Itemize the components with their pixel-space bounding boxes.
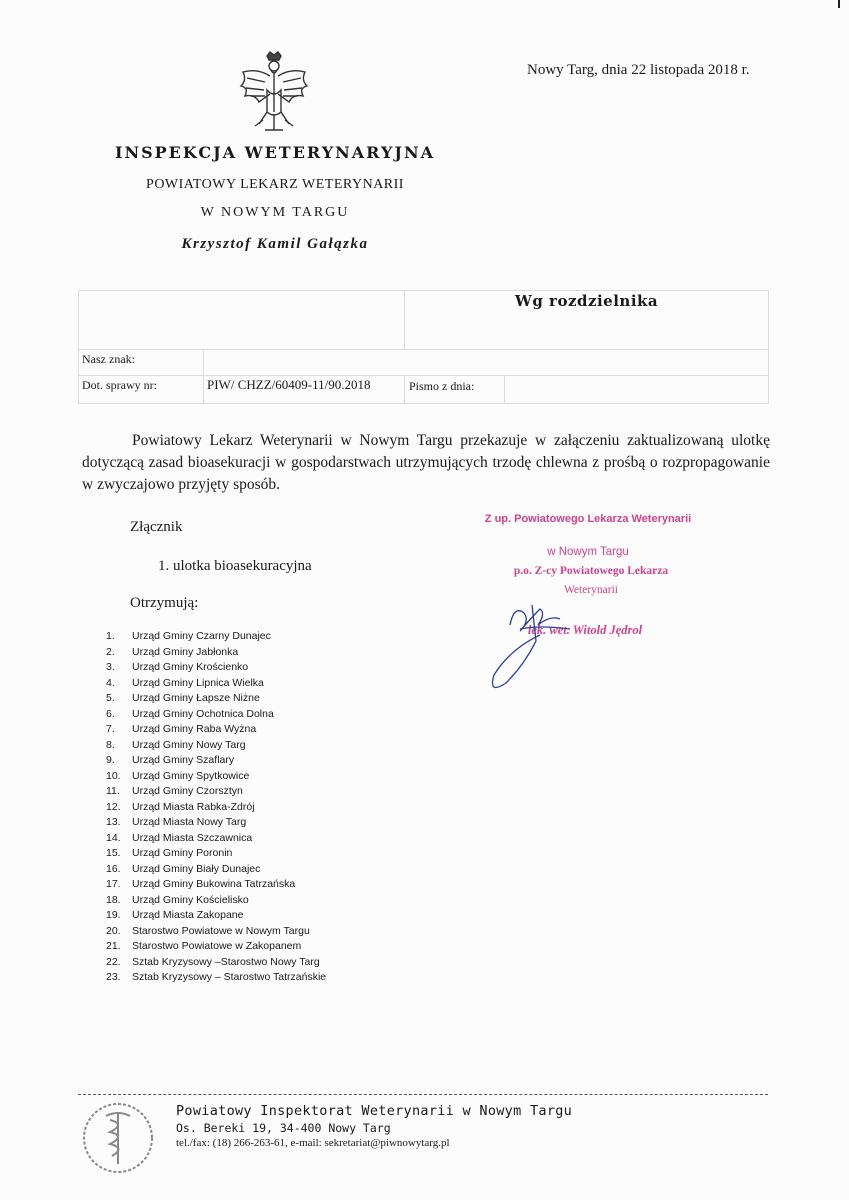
recipient-item: 19. Urząd Miasta Zakopane	[106, 908, 326, 924]
letter-body	[82, 430, 770, 496]
recipient-name: Urząd Gminy Raba Wyżna	[132, 723, 257, 735]
footer-address: Os. Bereki 19, 34-400 Nowy Targ	[176, 1121, 391, 1135]
recipient-name: Urząd Gminy Lipnica Wielka	[132, 676, 264, 689]
recipient-name: Urząd Gminy Bukowina Tatrzańska	[132, 878, 296, 890]
recipient-name: Starostwo Powiatowe w Nowym Targu	[132, 924, 310, 937]
recipient-item: 15. Urząd Gminy Poronin	[106, 846, 326, 862]
our-ref-label: Nasz znak:	[82, 352, 135, 366]
recipients-title: Otrzymują:	[130, 595, 199, 611]
footer-divider	[78, 1094, 768, 1095]
recipient-item: 9. Urząd Gminy Szaflary	[106, 753, 326, 769]
stamp-signatory: lek. wet. Witold Jędrol	[527, 623, 643, 637]
recipient-item: 23. Sztab Kryzysowy – Starostwo Tatrzańskie	[106, 970, 326, 986]
eagle-emblem-icon	[237, 50, 311, 136]
attachment-item: 1. ulotka bioasekuracyjna	[158, 558, 312, 574]
recipient-name: Urząd Gminy Spytkowice	[132, 769, 250, 782]
recipient-item: 13. Urząd Miasta Nowy Targ	[106, 815, 326, 831]
recipient-name: Sztab Kryzysowy – Starostwo Tatrzańskie	[132, 971, 327, 983]
footer-contact: tel./fax: (18) 266-263-61, e-mail: sekretariat@piwnowytarg.pl	[176, 1137, 450, 1149]
office-name: POWIATOWY LEKARZ WETERYNARII	[146, 177, 404, 192]
recipient-name: Urząd Gminy Czorsztyn	[132, 785, 243, 797]
recipient-item: 14. Urząd Miasta Szczawnica	[106, 831, 326, 847]
veterinary-caduceus-logo-icon	[80, 1100, 156, 1176]
case-number-label: Dot. sprawy nr:	[82, 378, 157, 392]
recipient-item: 3. Urząd Gminy Krościenko	[106, 660, 326, 676]
recipient-item: 4. Urząd Gminy Lipnica Wielka	[106, 676, 326, 692]
recipient-item: 21. Starostwo Powiatowe w Zakopanem	[106, 939, 326, 955]
office-city: W NOWYM TARGU	[200, 205, 350, 220]
recipient-item: 20. Starostwo Powiatowe w Nowym Targu	[106, 924, 326, 940]
recipient-name: Urząd Gminy Nowy Targ	[132, 738, 246, 751]
case-number-value: PIW/ CHZZ/60409-11/90.2018	[207, 377, 371, 392]
recipient-name: Urząd Gminy Szaflary	[132, 754, 235, 766]
recipient-item: 18. Urząd Gminy Kościelisko	[106, 893, 326, 909]
letter-body-text: Powiatowy Lekarz Weterynarii w Nowym Targu przekazuje w załączeniu zaktualizowaną ulotkę dotyczącą zasad bioasekuracji w gospodarstwach utrzymujących trzodę chlewna z prośbą o rozpropagowanie w zwyczajowo przyjęty sposób.	[82, 432, 770, 493]
recipient-item: 17. Urząd Gminy Bukowina Tatrzańska	[106, 877, 326, 893]
recipient-name: Urząd Gminy Krościenko	[132, 661, 249, 673]
recipient-item: 6. Urząd Gminy Ochotnica Dolna	[106, 707, 326, 723]
footer-institution: Powiatowy Inspektorat Weterynarii w Nowym Targu	[176, 1103, 573, 1119]
recipient-label: Wg rozdzielnika	[515, 292, 659, 310]
recipient-item: 12. Urząd Miasta Rabka-Zdrój	[106, 800, 326, 816]
scan-edge-mark	[838, 0, 840, 8]
recipient-item: 2. Urząd Gminy Jabłonka	[106, 645, 326, 661]
stamp-line-3: p.o. Z-cy Powiatowego Lekarza	[513, 565, 669, 577]
recipient-item: 1. Urząd Gminy Czarny Dunajec	[106, 629, 326, 645]
recipient-name: Urząd Gminy Jabłonka	[132, 645, 239, 658]
stamp-line-4: Weterynarii	[564, 584, 618, 596]
recipient-name: Urząd Gminy Kościelisko	[132, 893, 249, 906]
recipient-name: Urząd Gminy Biały Dunajec	[132, 862, 261, 875]
place-date: Nowy Targ, dnia 22 listopada 2018 r.	[527, 62, 750, 78]
recipient-name: Urząd Miasta Nowy Targ	[132, 816, 247, 828]
letter-date-label: Pismo z dnia:	[409, 379, 475, 393]
recipient-item: 10. Urząd Gminy Spytkowice	[106, 769, 326, 785]
recipient-item: 22. Sztab Kryzysowy –Starostwo Nowy Targ	[106, 955, 326, 971]
handwritten-signature	[480, 595, 600, 695]
stamp-line-1: Z up. Powiatowego Lekarza Weterynarii	[484, 513, 692, 525]
recipient-item: 11. Urząd Gminy Czorsztyn	[106, 784, 326, 800]
org-name: INSPEKCJA WETERYNARYJNA	[114, 143, 436, 162]
recipient-name: Sztab Kryzysowy –Starostwo Nowy Targ	[132, 955, 320, 968]
recipient-item: 8. Urząd Gminy Nowy Targ	[106, 738, 326, 754]
recipient-name: Urząd Gminy Poronin	[132, 847, 233, 859]
stamp-line-2: w Nowym Targu	[547, 546, 629, 558]
recipient-item: 5. Urząd Gminy Łapsze Niżne	[106, 691, 326, 707]
recipient-name: Urząd Miasta Zakopane	[132, 909, 244, 921]
attachment-title: Złącznik	[130, 519, 183, 535]
recipient-item: 16. Urząd Gminy Biały Dunajec	[106, 862, 326, 878]
recipient-item: 7. Urząd Gminy Raba Wyżna	[106, 722, 326, 738]
recipient-name: Urząd Gminy Łapsze Niżne	[132, 692, 260, 704]
recipients-list	[106, 629, 326, 986]
recipient-name: Urząd Gminy Czarny Dunajec	[132, 630, 271, 642]
recipient-name: Starostwo Powiatowe w Zakopanem	[132, 940, 302, 952]
officer-name: Krzysztof Kamil Gałązka	[181, 236, 369, 252]
recipient-name: Urząd Miasta Rabka-Zdrój	[132, 800, 255, 813]
recipient-name: Urząd Miasta Szczawnica	[132, 831, 253, 844]
recipient-name: Urząd Gminy Ochotnica Dolna	[132, 707, 274, 720]
